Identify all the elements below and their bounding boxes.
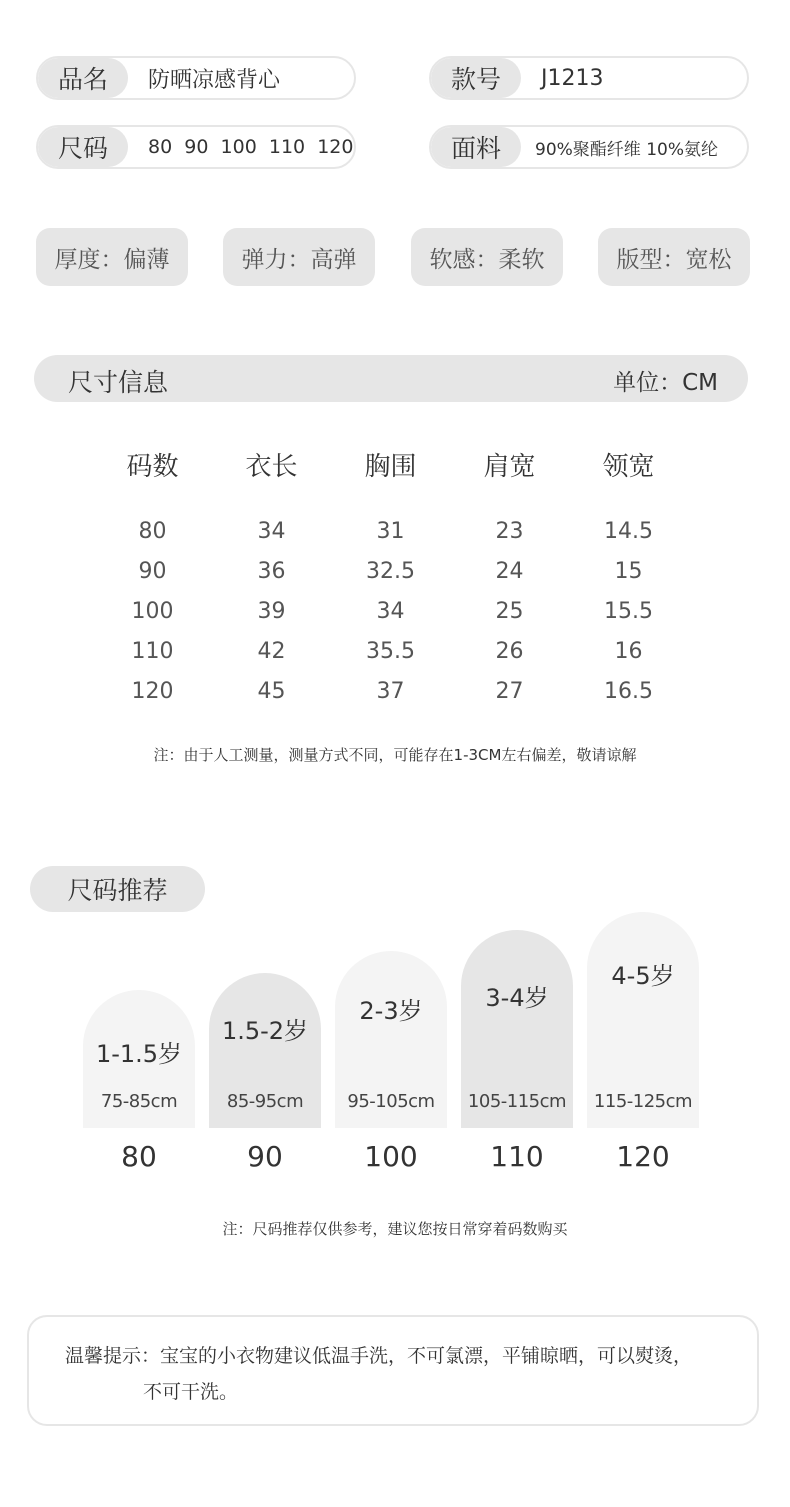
product-name-label: 品名	[38, 58, 128, 98]
table-cell: 31	[376, 519, 405, 544]
table-cell: 80	[138, 519, 167, 544]
table-cell: 39	[257, 599, 286, 624]
fabric-value: 90%聚酯纤维 10%氨纶	[535, 139, 718, 160]
product-name-value: 防晒凉感背心	[148, 67, 281, 93]
style-number-field	[429, 56, 749, 100]
table-header-row	[93, 448, 688, 512]
recommend-height: 85-95cm	[226, 1091, 304, 1112]
recommend-age: 4-5岁	[611, 962, 675, 990]
table-cell: 37	[376, 679, 405, 704]
fabric-field	[429, 125, 749, 169]
product-name-field	[36, 56, 356, 100]
recommend-height: 115-125cm	[593, 1091, 693, 1112]
recommend-size: 120	[616, 1140, 670, 1173]
recommend-note: 注：尺码推荐仅供参考，建议您按日常穿着码数购买	[222, 1220, 568, 1238]
table-cell: 27	[495, 679, 524, 704]
recommend-size: 100	[364, 1140, 418, 1173]
table-header: 胸围	[364, 452, 417, 482]
size-recommend-title: 尺码推荐	[30, 866, 205, 912]
table-cell: 16.5	[604, 679, 653, 704]
care-tip-line-2: 不可干洗。	[143, 1381, 239, 1403]
recommend-card-110	[461, 930, 573, 1128]
recommend-size: 80	[121, 1140, 157, 1173]
care-tip-box	[27, 1315, 759, 1426]
recommend-height: 95-105cm	[347, 1091, 435, 1112]
table-cell: 35.5	[366, 639, 415, 664]
size-table	[93, 448, 688, 712]
recommend-height: 105-115cm	[467, 1091, 567, 1112]
table-cell: 90	[138, 559, 167, 584]
recommend-card-80	[83, 990, 195, 1128]
style-number-value: J1213	[541, 65, 604, 91]
attribute-fit: 版型：宽松	[598, 228, 750, 286]
size-range-field	[36, 125, 356, 169]
style-number-label: 款号	[431, 58, 521, 98]
recommend-size: 90	[247, 1140, 283, 1173]
table-cell: 15.5	[604, 599, 653, 624]
table-header: 码数	[126, 452, 179, 482]
table-cell: 36	[257, 559, 286, 584]
table-cell: 34	[376, 599, 405, 624]
size-info-title: 尺寸信息	[68, 368, 169, 397]
recommend-age: 3-4岁	[485, 984, 549, 1012]
size-range-value: 80 90 100 110 120	[148, 136, 354, 158]
table-cell: 24	[495, 559, 524, 584]
recommend-age: 1-1.5岁	[95, 1040, 183, 1068]
table-cell: 23	[495, 519, 524, 544]
recommend-height: 75-85cm	[100, 1091, 178, 1112]
recommend-age: 1.5-2岁	[221, 1017, 309, 1045]
table-cell: 26	[495, 639, 524, 664]
fabric-label: 面料	[431, 127, 521, 167]
table-header: 领宽	[602, 452, 655, 482]
table-cell: 32.5	[366, 559, 415, 584]
size-info-header	[34, 355, 748, 402]
recommend-age: 2-3岁	[359, 997, 423, 1025]
table-cell: 110	[131, 639, 174, 664]
table-cell: 16	[614, 639, 643, 664]
table-row	[93, 512, 688, 552]
table-cell: 25	[495, 599, 524, 624]
table-row	[93, 552, 688, 592]
table-cell: 100	[131, 599, 174, 624]
table-header: 肩宽	[483, 452, 536, 482]
measurement-note: 注：由于人工测量，测量方式不同，可能存在1-3CM左右偏差，敬请谅解	[153, 746, 637, 764]
table-cell: 42	[257, 639, 286, 664]
table-cell: 45	[257, 679, 286, 704]
care-tip-line-1: 温馨提示：宝宝的小衣物建议低温手洗，不可氯漂，平铺晾晒，可以熨烫，	[65, 1345, 693, 1367]
table-row	[93, 592, 688, 632]
table-row	[93, 672, 688, 712]
table-cell: 120	[131, 679, 174, 704]
table-cell: 34	[257, 519, 286, 544]
table-cell: 14.5	[604, 519, 653, 544]
attribute-thickness: 厚度：偏薄	[36, 228, 188, 286]
attribute-softness: 软感：柔软	[411, 228, 563, 286]
recommend-card-90	[209, 973, 321, 1128]
table-header: 衣长	[245, 452, 298, 482]
size-range-label: 尺码	[38, 127, 128, 167]
table-row	[93, 632, 688, 672]
attribute-elasticity: 弹力：高弹	[223, 228, 375, 286]
table-cell: 15	[614, 559, 643, 584]
recommend-card-120	[587, 912, 699, 1128]
recommend-card-100	[335, 951, 447, 1128]
size-info-unit: 单位：CM	[613, 370, 718, 396]
recommend-size: 110	[490, 1140, 544, 1173]
